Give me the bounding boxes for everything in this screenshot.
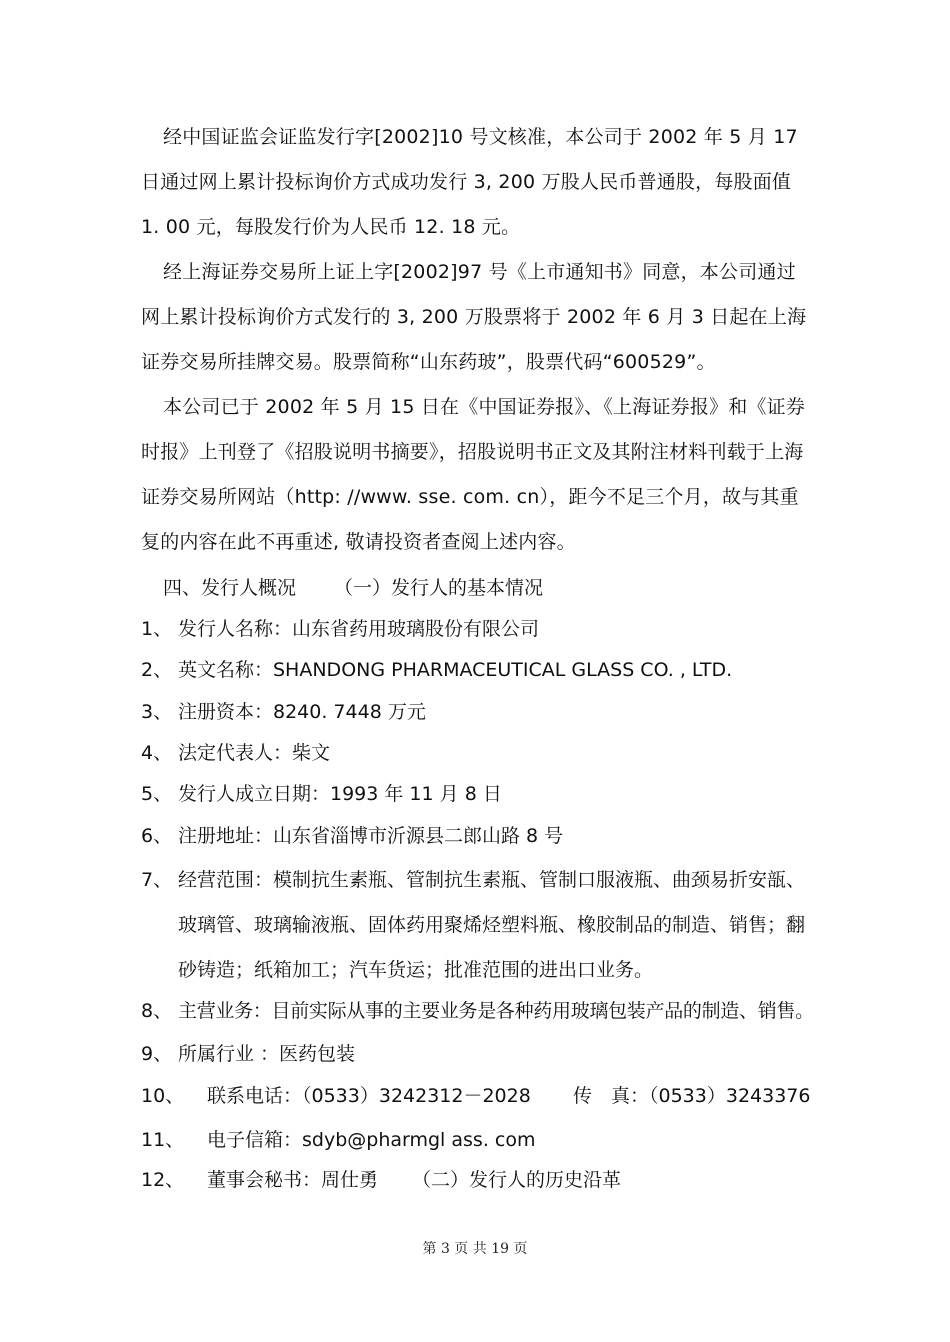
item-business-scope: 经营范围：模制抗生素瓶、管制抗生素瓶、管制口服液瓶、曲颈易折安瓿、玻璃管、玻璃输液瓶、固体药用聚烯烃塑料瓶、橡胶制品的制造、销售；翻砂铸造；纸箱加工；汽车货运；批准范围的进出口业务。: [178, 869, 806, 981]
item-number: 6、: [141, 825, 173, 847]
item-number: 2、: [141, 659, 173, 681]
item-number: 11、: [141, 1129, 185, 1151]
item-industry: 所属行业 ：医药包装: [178, 1043, 356, 1065]
paragraph-prospectus: 本公司已于 2002 年 5 月 15 日在《中国证券报》、《上海证券报》和《证券时报》上刊登了《招股说明书摘要》，招股说明书正文及其附注材料刊载于上海证券交易所网站（http: //www. sse. com. cn），距今不足三个月，故与其重复的内容在此不再重述, 敬请投资者查阅上述内容。: [141, 396, 806, 553]
item-legal-representative: 法定代表人：柴文: [178, 742, 331, 764]
item-number: 4、: [141, 742, 173, 764]
item-issuer-name: 发行人名称：山东省药用玻璃股份有限公司: [178, 618, 540, 640]
item-board-secretary: 董事会秘书：周仕勇: [207, 1169, 379, 1191]
page-footer: 第 3 页 共 19 页: [422, 1241, 528, 1257]
subsection-history-heading: （二）发行人的历史沿革: [412, 1169, 622, 1191]
item-number: 7、: [141, 869, 173, 891]
paragraph-listing: 经上海证券交易所上证上字[2002]97 号《上市通知书》同意，本公司通过网上累计投标询价方式发行的 3, 200 万股票将于 2002 年 6 月 3 日起在上海证券交易所挂牌交易。股票简称“山东药玻”，股票代码“600529”。: [141, 261, 807, 373]
section-subheading: （一）发行人的基本情况: [334, 577, 544, 599]
item-number: 8、: [141, 1000, 173, 1022]
item-number: 5、: [141, 783, 173, 805]
item-phone: 联系电话：（0533）3242312－2028: [207, 1085, 531, 1107]
item-number: 10、: [141, 1085, 185, 1107]
item-main-business: 主营业务：目前实际从事的主要业务是各种药用玻璃包装产品的制造、销售。: [178, 1000, 814, 1022]
section-heading: 四、发行人概况: [163, 577, 297, 599]
item-registered-address: 注册地址：山东省淄博市沂源县二郎山路 8 号: [178, 825, 564, 847]
item-number: 1、: [141, 618, 173, 640]
item-number: 12、: [141, 1169, 185, 1191]
item-fax: 传 真：（0533）3243376: [573, 1085, 811, 1107]
item-number: 9、: [141, 1043, 173, 1065]
paragraph-issuance: 经中国证监会证监发行字[2002]10 号文核准，本公司于 2002 年 5 月 17 日通过网上累计投标询价方式成功发行 3, 200 万股人民币普通股，每股面值 1. 00 元，每股发行价为人民币 12. 18 元。: [141, 126, 798, 238]
item-email: 电子信箱：sdyb@pharmgl ass. com: [207, 1129, 536, 1151]
item-english-name: 英文名称：SHANDONG PHARMACEUTICAL GLASS CO. , LTD.: [178, 659, 733, 681]
item-established-date: 发行人成立日期：1993 年 11 月 8 日: [178, 783, 502, 805]
item-registered-capital: 注册资本：8240. 7448 万元: [178, 701, 426, 723]
item-number: 3、: [141, 701, 173, 723]
